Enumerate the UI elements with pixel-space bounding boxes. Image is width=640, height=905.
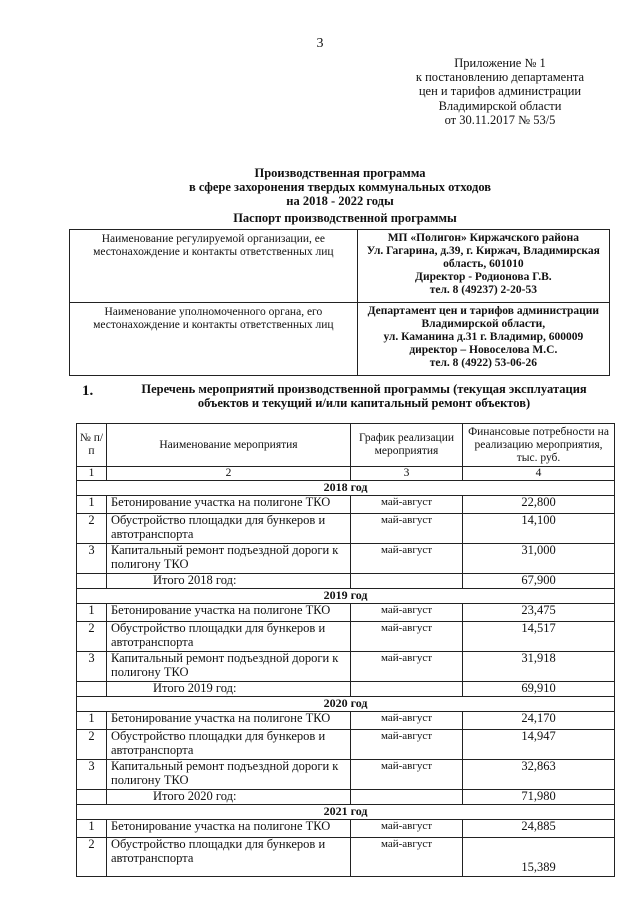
measure-name: Бетонирование участка на полигоне ТКО [107, 604, 351, 622]
total-amount: 71,980 [463, 790, 615, 805]
table-header-row [77, 424, 615, 467]
year-label: 2019 год [77, 589, 615, 604]
measure-schedule: май-август [351, 604, 463, 622]
total-row [77, 574, 615, 589]
measures-body [77, 424, 615, 877]
measure-amount: 31,000 [463, 544, 615, 574]
row-number: 2 [77, 730, 107, 760]
measure-schedule: май-август [351, 712, 463, 730]
authority-phone: тел. 8 (4922) 53-06-26 [429, 357, 537, 369]
organization-label: Наименование регулируемой организации, ее местонахождение и контакты ответственных лиц [70, 230, 358, 303]
total-empty-cell [77, 790, 107, 805]
measure-schedule: май-август [351, 838, 463, 877]
measure-amount: 14,100 [463, 514, 615, 544]
appendix-line: Приложение № 1 [454, 56, 546, 70]
row-number: 3 [77, 652, 107, 682]
total-schedule-cell [351, 574, 463, 589]
page-number: 3 [316, 36, 324, 51]
table-row [77, 820, 615, 838]
total-label: Итого 2020 год: [107, 790, 351, 805]
measure-name: Обустройство площадки для бункеров и автотранспорта [107, 730, 351, 760]
year-row [77, 697, 615, 712]
column-number-row [77, 467, 615, 481]
section-title: Перечень мероприятий производственной программы (текущая эксплуатация объектов и текущий и/или капитальный ремонт объектов) [141, 382, 587, 410]
measures-table [76, 423, 615, 877]
year-label: 2018 год [77, 481, 615, 496]
authority-name: Департамент цен и тарифов администрации Владимирской области, [367, 305, 600, 330]
row-number: 1 [77, 496, 107, 514]
measure-amount: 31,918 [463, 652, 615, 682]
measure-amount: 15,389 [463, 838, 615, 877]
year-label: 2020 год [77, 697, 615, 712]
row-number: 3 [77, 760, 107, 790]
year-row [77, 805, 615, 820]
authority-details [357, 303, 609, 376]
measure-amount: 23,475 [463, 604, 615, 622]
total-amount: 69,910 [463, 682, 615, 697]
measure-name: Бетонирование участка на полигоне ТКО [107, 820, 351, 838]
measure-amount: 32,863 [463, 760, 615, 790]
year-label: 2021 год [77, 805, 615, 820]
total-empty-cell [77, 574, 107, 589]
appendix-line: Владимирской области [438, 98, 562, 113]
table-row [77, 760, 615, 790]
passport-row-organization [70, 230, 610, 303]
measure-amount: 22,800 [463, 496, 615, 514]
measure-amount: 24,885 [463, 820, 615, 838]
organization-phone: тел. 8 (49237) 2-20-53 [429, 284, 537, 296]
total-row [77, 682, 615, 697]
measure-schedule: май-август [351, 760, 463, 790]
table-row [77, 838, 615, 877]
organization-director: Директор - Родионова Г.В. [415, 271, 552, 283]
table-row [77, 544, 615, 574]
measure-name: Капитальный ремонт подъездной дороги к полигону ТКО [107, 760, 351, 790]
total-amount: 67,900 [463, 574, 615, 589]
total-schedule-cell [351, 682, 463, 697]
passport-row-authority [70, 303, 610, 376]
title-line: в сфере захоронения твердых коммунальных отходов [188, 180, 492, 194]
measure-schedule: май-август [351, 820, 463, 838]
measure-schedule: май-август [351, 496, 463, 514]
row-number: 3 [77, 544, 107, 574]
total-empty-cell [77, 682, 107, 697]
total-label: Итого 2019 год: [107, 682, 351, 697]
measure-name: Обустройство площадки для бункеров и автотранспорта [107, 838, 351, 877]
measure-name: Капитальный ремонт подъездной дороги к полигону ТКО [107, 544, 351, 574]
measure-amount: 24,170 [463, 712, 615, 730]
measure-name: Обустройство площадки для бункеров и автотранспорта [107, 622, 351, 652]
measure-name: Обустройство площадки для бункеров и автотранспорта [107, 514, 351, 544]
authority-label: Наименование уполномоченного органа, его местонахождение и контакты ответственных лиц [70, 303, 358, 376]
table-row [77, 604, 615, 622]
year-row [77, 481, 615, 496]
table-row [77, 496, 615, 514]
authority-address: ул. Каманина д.31 г. Владимир, 600009 [383, 331, 584, 343]
header-name: Наименование мероприятия [107, 424, 351, 467]
row-number: 2 [77, 838, 107, 877]
measure-name: Бетонирование участка на полигоне ТКО [107, 712, 351, 730]
column-number: 2 [107, 467, 351, 481]
table-row [77, 730, 615, 760]
appendix-note [400, 56, 600, 127]
measure-schedule: май-август [351, 514, 463, 544]
appendix-line: от 30.11.2017 № 53/5 [444, 112, 556, 127]
document-title [100, 166, 580, 208]
organization-name: МП «Полигон» Киржачского района [387, 232, 579, 244]
header-finance: Финансовые потребности на реализацию мероприятия, тыс. руб. [463, 424, 615, 467]
appendix-line: к постановлению департамента [415, 70, 585, 85]
measure-schedule: май-август [351, 652, 463, 682]
table-row [77, 514, 615, 544]
header-num: № п/п [77, 424, 107, 467]
row-number: 1 [77, 604, 107, 622]
total-row [77, 790, 615, 805]
header-schedule: График реализации мероприятия [351, 424, 463, 467]
row-number: 2 [77, 622, 107, 652]
measure-schedule: май-август [351, 544, 463, 574]
year-row [77, 589, 615, 604]
title-line: Производственная программа [254, 166, 426, 180]
row-number: 2 [77, 514, 107, 544]
table-row [77, 652, 615, 682]
row-number: 1 [77, 820, 107, 838]
authority-director: директор – Новоселова М.С. [409, 344, 558, 356]
measure-schedule: май-август [351, 622, 463, 652]
passport-title: Паспорт производственной программы [233, 211, 457, 225]
measure-name: Капитальный ремонт подъездной дороги к полигону ТКО [107, 652, 351, 682]
row-number: 1 [77, 712, 107, 730]
measure-name: Бетонирование участка на полигоне ТКО [107, 496, 351, 514]
measure-schedule: май-август [351, 730, 463, 760]
organization-address: Ул. Гагарина, д.39, г. Киржач, Владимирская область, 601010 [366, 245, 600, 270]
appendix-line: цен и тарифов администрации [418, 84, 582, 99]
column-number: 4 [463, 467, 615, 481]
measure-amount: 14,517 [463, 622, 615, 652]
table-row [77, 712, 615, 730]
measure-amount: 14,947 [463, 730, 615, 760]
passport-table [69, 229, 610, 376]
organization-details [357, 230, 609, 303]
column-number: 3 [351, 467, 463, 481]
total-schedule-cell [351, 790, 463, 805]
title-line: на 2018 - 2022 годы [286, 194, 394, 208]
total-label: Итого 2018 год: [107, 574, 351, 589]
table-row [77, 622, 615, 652]
section-number: 1. [82, 383, 94, 399]
column-number: 1 [77, 467, 107, 481]
